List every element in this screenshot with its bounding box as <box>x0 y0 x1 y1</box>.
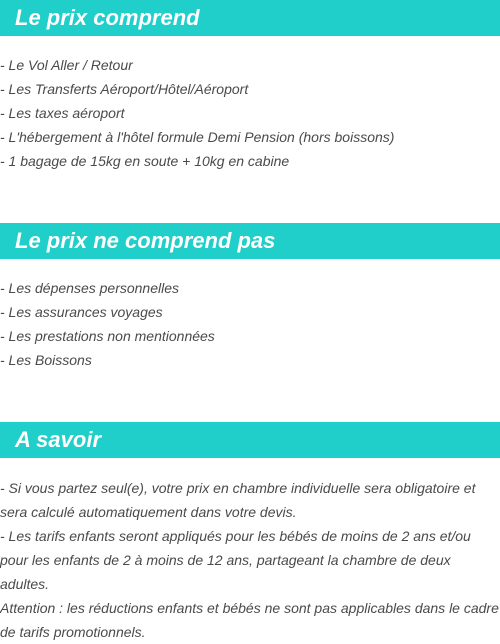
list-item: - Le Vol Aller / Retour <box>0 57 133 73</box>
info-paragraph: Attention : les réductions enfants et bébés ne sont pas applicables dans le cadre de tarifs promotionnels. <box>0 600 499 640</box>
section-header-included <box>0 0 500 36</box>
list-item: - Les Transferts Aéroport/Hôtel/Aéroport <box>0 81 249 97</box>
section-header-info <box>0 422 500 458</box>
included-list <box>0 53 500 173</box>
info-paragraph: - Les tarifs enfants seront appliqués pour les bébés de moins de 2 ans et/ou pour les enfants de 2 à moins de 12 ans, partageant la chambre de deux adultes. <box>0 528 471 592</box>
list-item: - Les prestations non mentionnées <box>0 328 215 344</box>
list-item: - Les Boissons <box>0 352 92 368</box>
list-item: - Les assurances voyages <box>0 304 163 320</box>
section-header-excluded <box>0 223 500 259</box>
list-item: - Les taxes aéroport <box>0 105 125 121</box>
section-title-excluded: Le prix ne comprend pas <box>15 228 276 253</box>
list-item: - Les dépenses personnelles <box>0 280 180 296</box>
list-item: - 1 bagage de 15kg en soute + 10kg en cabine <box>0 153 290 169</box>
section-title-info: A savoir <box>15 427 102 452</box>
info-paragraph: - Si vous partez seul(e), votre prix en chambre individuelle sera obligatoire et sera calculé automatiquement dans votre devis. <box>0 480 476 520</box>
list-item: - L'hébergement à l'hôtel formule Demi Pension (hors boissons) <box>0 129 395 145</box>
section-title-included: Le prix comprend <box>15 5 200 30</box>
excluded-list <box>0 276 500 372</box>
